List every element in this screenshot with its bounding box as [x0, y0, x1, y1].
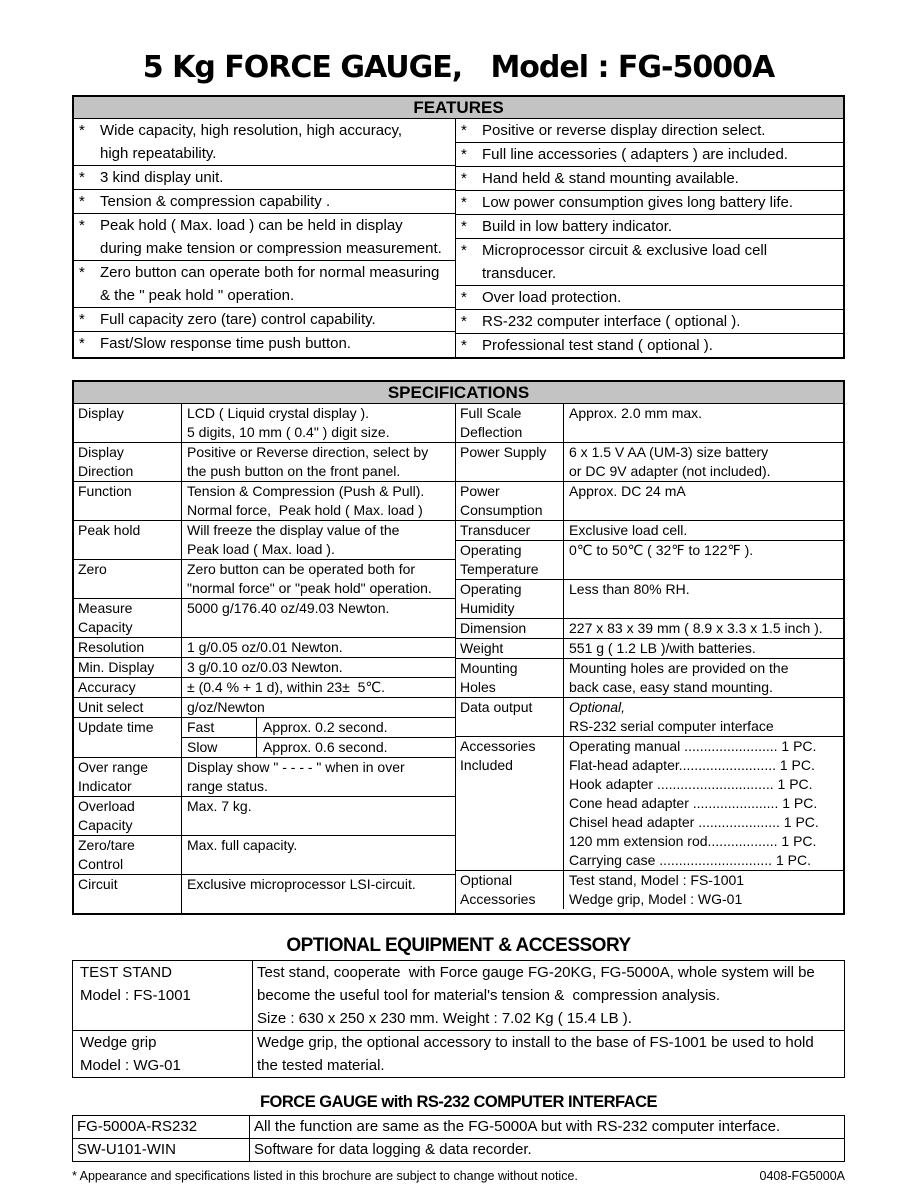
feature-text: 3 kind display unit. [100, 169, 224, 186]
feature-item [456, 334, 843, 357]
spec-label-line: Data output [460, 699, 533, 715]
spec-label [74, 698, 182, 717]
spec-value [564, 541, 843, 579]
spec-value [564, 871, 843, 909]
spec-value [564, 482, 843, 520]
spec-label [74, 758, 182, 796]
spec-label [456, 580, 564, 618]
spec-value-line: Operating manual ........................ 1 PC. [569, 738, 817, 754]
asterisk-bullet: * [461, 313, 467, 330]
spec-value-line: Mounting holes are provided on the [569, 660, 789, 676]
label-line: Model : FS-1001 [80, 987, 191, 1004]
feature-line [74, 237, 455, 260]
spec-value [182, 698, 455, 717]
rs232-row [73, 1139, 844, 1161]
feature-text: & the " peak hold " operation. [100, 287, 295, 304]
spec-label [74, 443, 182, 481]
spec-subrow-value: Approx. 0.2 second. [263, 719, 388, 735]
feature-item [74, 261, 455, 308]
spec-label-line: Deflection [460, 424, 523, 440]
asterisk-bullet [456, 262, 482, 285]
spec-row [456, 443, 843, 482]
spec-label [456, 871, 564, 909]
spec-value-line: 3 g/0.10 oz/0.03 Newton. [187, 659, 343, 675]
spec-label [74, 482, 182, 520]
feature-line [456, 119, 843, 142]
spec-label-line: Operating [460, 542, 522, 558]
asterisk-bullet: * [79, 193, 85, 210]
spec-label-line: Direction [78, 463, 134, 479]
spec-value-line: Wedge grip, Model : WG-01 [569, 891, 743, 907]
spec-row [74, 658, 455, 678]
spec-value-line: the push button on the front panel. [187, 463, 401, 479]
feature-line [456, 334, 843, 357]
spec-value-line: Approx. DC 24 mA [569, 483, 686, 499]
spec-row [74, 599, 455, 638]
asterisk-bullet: * [79, 122, 85, 139]
spec-value [564, 580, 843, 618]
spec-label-line: Transducer [460, 522, 531, 538]
spec-row [74, 638, 455, 658]
spec-value [182, 797, 455, 835]
spec-label-line: Circuit [78, 876, 118, 892]
spec-label [74, 875, 182, 913]
footer-doc-code: 0408-FG5000A [759, 1169, 845, 1183]
spec-value [182, 758, 455, 796]
spec-row [74, 482, 455, 521]
spec-value-line: Chisel head adapter ..................... 1 PC. [569, 814, 819, 830]
spec-value-line: "normal force" or "peak hold" operation. [187, 580, 432, 596]
spec-label-line: Overload [78, 798, 135, 814]
spec-label [456, 619, 564, 638]
spec-row [74, 678, 455, 698]
feature-text: Zero button can operate both for normal measuring [100, 264, 440, 281]
spec-value-line: Hook adapter .............................. 1 PC. [569, 776, 813, 792]
feature-text: high repeatability. [100, 145, 217, 162]
spec-row [74, 875, 455, 913]
spec-label-line: Consumption [460, 502, 543, 518]
spec-label [456, 639, 564, 658]
spec-label-line: Temperature [460, 561, 539, 577]
spec-value [564, 698, 843, 736]
spec-label-line: Weight [460, 640, 504, 656]
asterisk-bullet: * [461, 218, 467, 235]
spec-label-line: Zero/tare [78, 837, 135, 853]
specifications-column-left [74, 404, 455, 913]
spec-value [182, 638, 455, 657]
spec-row [456, 580, 843, 619]
asterisk-bullet: * [461, 170, 467, 187]
spec-value [182, 836, 455, 874]
spec-label-line: Display [78, 444, 124, 460]
spec-label [456, 482, 564, 520]
spec-label [74, 718, 182, 757]
spec-value-line: LCD ( Liquid crystal display ). [187, 405, 370, 421]
feature-item [456, 119, 843, 143]
spec-value-line: ± (0.4 % + 1 d), within 23± 5℃. [187, 679, 386, 695]
features-table [72, 95, 845, 359]
spec-value-line [187, 894, 455, 913]
spec-row [74, 404, 455, 443]
spec-value [564, 404, 843, 442]
spec-label-line: Display [78, 405, 124, 421]
spec-value-line: 0℃ to 50℃ ( 32℉ to 122℉ ). [569, 542, 754, 558]
spec-label [74, 560, 182, 598]
spec-value-line: Test stand, Model : FS-1001 [569, 872, 745, 888]
asterisk-bullet [74, 142, 100, 165]
feature-text: transducer. [482, 265, 557, 282]
feature-line [456, 262, 843, 285]
feature-item [456, 191, 843, 215]
optional-equipment-label [73, 1031, 253, 1077]
spec-value [182, 443, 455, 481]
feature-line [74, 166, 455, 189]
asterisk-bullet: * [79, 217, 85, 234]
spec-value-line: Less than 80% RH. [569, 581, 690, 597]
description-line: the tested material. [257, 1057, 385, 1074]
spec-label-line: Peak hold [78, 522, 141, 538]
rs232-model: FG-5000A-RS232 [73, 1116, 250, 1138]
label-line: Model : WG-01 [80, 1057, 181, 1074]
spec-value [182, 599, 455, 637]
spec-label [74, 678, 182, 697]
feature-text: RS-232 computer interface ( optional ). [482, 313, 741, 330]
feature-item [456, 310, 843, 334]
spec-value-line: or DC 9V adapter (not included). [569, 463, 771, 479]
spec-label-line: Mounting [460, 660, 518, 676]
optional-equipment-row [73, 1031, 844, 1077]
spec-row [74, 560, 455, 599]
spec-row [74, 758, 455, 797]
spec-label-line: Update time [78, 719, 154, 735]
asterisk-bullet: * [79, 169, 85, 186]
spec-row [74, 718, 455, 758]
spec-row [456, 659, 843, 698]
spec-label [456, 698, 564, 736]
spec-value-line: Normal force, Peak hold ( Max. load ) [187, 502, 423, 518]
description-line: Test stand, cooperate with Force gauge FG-20KG, FG-5000A, whole system will be [257, 964, 815, 981]
spec-value-line: Display show " - - - - " when in over [187, 759, 405, 775]
features-column-left [74, 119, 455, 357]
page-title: 5 Kg FORCE GAUGE, Model : FG-5000A [142, 50, 775, 85]
asterisk-bullet: * [461, 146, 467, 163]
feature-item [74, 166, 455, 190]
spec-value [182, 404, 455, 442]
spec-label [456, 443, 564, 481]
optional-equipment-row [73, 961, 844, 1031]
spec-row [74, 797, 455, 836]
optional-equipment-description [253, 1031, 844, 1077]
rs232-table [72, 1115, 845, 1162]
update-time-subtable [182, 718, 455, 757]
specifications-table [72, 380, 845, 915]
feature-line [74, 190, 455, 213]
spec-label [456, 737, 564, 870]
footer-note: * Appearance and specifications listed in this brochure are subject to change without notice. [72, 1169, 578, 1183]
spec-value-line: Optional, [569, 699, 626, 715]
spec-value [564, 619, 843, 638]
page-footer [72, 1169, 845, 1183]
feature-text: Over load protection. [482, 289, 622, 306]
spec-value-line: range status. [187, 778, 268, 794]
spec-value [182, 875, 455, 913]
feature-line [74, 308, 455, 331]
spec-label-line: Zero [78, 561, 107, 577]
spec-subrow-value: Approx. 0.6 second. [263, 739, 388, 755]
feature-item [456, 239, 843, 286]
spec-label-line: Over range [78, 759, 149, 775]
rs232-heading: FORCE GAUGE with RS-232 COMPUTER INTERFACE [259, 1093, 658, 1111]
spec-label [456, 541, 564, 579]
specifications-column-right [455, 404, 843, 913]
spec-value-line: Peak load ( Max. load ). [187, 541, 335, 557]
spec-row [74, 698, 455, 718]
feature-text: Low power consumption gives long battery life. [482, 194, 794, 211]
spec-row [456, 482, 843, 521]
spec-label-line: Power Supply [460, 444, 547, 460]
spec-label-line: Optional [460, 872, 513, 888]
feature-item [456, 167, 843, 191]
spec-row [456, 737, 843, 871]
feature-text: Peak hold ( Max. load ) can be held in display [100, 217, 403, 234]
spec-value-line: Will freeze the display value of the [187, 522, 400, 538]
description-line: become the useful tool for material's tension & compression analysis. [257, 987, 721, 1004]
spec-value [182, 658, 455, 677]
features-body [74, 119, 843, 357]
spec-value-line: 227 x 83 x 39 mm ( 8.9 x 3.3 x 1.5 inch ). [569, 620, 823, 636]
optional-equipment-label [73, 961, 253, 1030]
feature-text: during make tension or compression measurement. [100, 240, 442, 257]
description-line: Size : 630 x 250 x 230 mm. Weight : 7.02 Kg ( 15.4 LB ). [257, 1010, 632, 1027]
spec-row [74, 521, 455, 560]
spec-label-line: Resolution [78, 639, 145, 655]
feature-line [456, 143, 843, 166]
spec-label-line: Min. Display [78, 659, 155, 675]
spec-row [74, 443, 455, 482]
feature-line [74, 284, 455, 307]
spec-row [456, 541, 843, 580]
spec-row [456, 871, 843, 909]
spec-value-line: 5 digits, 10 mm ( 0.4" ) digit size. [187, 424, 390, 440]
spec-value [564, 521, 843, 540]
spec-value-line: 6 x 1.5 V AA (UM-3) size battery [569, 444, 769, 460]
spec-subrow-key: Fast [182, 718, 257, 737]
spec-row [456, 404, 843, 443]
spec-label-line: Holes [460, 679, 496, 695]
feature-item [74, 332, 455, 355]
spec-value [564, 659, 843, 697]
spec-label-line: Measure [78, 600, 133, 616]
spec-label [456, 659, 564, 697]
feature-text: Fast/Slow response time push button. [100, 335, 351, 352]
feature-line [456, 310, 843, 333]
spec-value [182, 521, 455, 559]
spec-label [74, 521, 182, 559]
spec-label-line: Power [460, 483, 500, 499]
optional-equipment-heading: OPTIONAL EQUIPMENT & ACCESSORY [286, 935, 631, 956]
spec-label-line: Full Scale [460, 405, 522, 421]
rs232-description: All the function are same as the FG-5000A but with RS-232 computer interface. [254, 1118, 781, 1135]
spec-value-line: Max. 7 kg. [187, 798, 252, 814]
asterisk-bullet [74, 284, 100, 307]
spec-label-line: Humidity [460, 600, 515, 616]
spec-value-line: Max. full capacity. [187, 837, 298, 853]
spec-row [456, 698, 843, 737]
feature-text: Tension & compression capability . [100, 193, 331, 210]
feature-text: Positive or reverse display direction select. [482, 122, 766, 139]
spec-label [74, 836, 182, 874]
feature-item [74, 308, 455, 332]
spec-row [456, 639, 843, 659]
spec-value-line: Tension & Compression (Push & Pull). [187, 483, 425, 499]
feature-text: Microprocessor circuit & exclusive load cell [482, 242, 768, 259]
spec-label-line: Accessories [460, 738, 536, 754]
spec-value [182, 678, 455, 697]
optional-equipment-description [253, 961, 844, 1030]
spec-value [564, 639, 843, 658]
feature-text: Wide capacity, high resolution, high accuracy, [100, 122, 403, 139]
spec-value-line: Flat-head adapter......................... 1 PC. [569, 757, 815, 773]
feature-text: Full capacity zero (tare) control capability. [100, 311, 376, 328]
spec-subrow-key: Slow [182, 738, 257, 757]
spec-value-line: Exclusive load cell. [569, 522, 688, 538]
specifications-body [74, 404, 843, 913]
label-line: TEST STAND [80, 964, 172, 981]
spec-value-line: g/oz/Newton [187, 699, 265, 715]
feature-text: Hand held & stand mounting available. [482, 170, 739, 187]
spec-value-line: 1 g/0.05 oz/0.01 Newton. [187, 639, 343, 655]
spec-value-line: Approx. 2.0 mm max. [569, 405, 703, 421]
label-line: Wedge grip [80, 1034, 157, 1051]
spec-row [456, 521, 843, 541]
spec-label-line: Operating [460, 581, 522, 597]
brochure-page [72, 0, 845, 1183]
spec-value-line: Positive or Reverse direction, select by [187, 444, 429, 460]
feature-item [74, 214, 455, 261]
feature-item [456, 286, 843, 310]
spec-value-line: 5000 g/176.40 oz/49.03 Newton. [187, 600, 390, 616]
features-column-right [455, 119, 843, 357]
spec-value [182, 482, 455, 520]
features-heading: FEATURES [74, 97, 843, 119]
asterisk-bullet: * [461, 337, 467, 354]
feature-item [456, 215, 843, 239]
spec-label-line: Included [460, 757, 513, 773]
feature-line [74, 332, 455, 355]
feature-line [74, 261, 455, 284]
feature-item [456, 143, 843, 167]
spec-subrow [182, 738, 455, 757]
feature-line [456, 191, 843, 214]
spec-label-line: Accessories [460, 891, 536, 907]
spec-value-line: 120 mm extension rod.................. 1 PC. [569, 833, 817, 849]
spec-value-line: Exclusive microprocessor LSI-circuit. [187, 876, 416, 892]
feature-item [74, 190, 455, 214]
spec-value-line: Cone head adapter ...................... 1 PC. [569, 795, 818, 811]
spec-subrow [182, 718, 455, 738]
feature-line [456, 215, 843, 238]
rs232-row [73, 1116, 844, 1139]
feature-line [74, 142, 455, 165]
spec-label [74, 638, 182, 657]
asterisk-bullet: * [461, 122, 467, 139]
spec-label [74, 797, 182, 835]
spec-label [74, 658, 182, 677]
spec-label-line: Capacity [78, 817, 133, 833]
description-line: Wedge grip, the optional accessory to install to the base of FS-1001 be used to hold [257, 1034, 814, 1051]
asterisk-bullet: * [79, 335, 85, 352]
feature-line [456, 167, 843, 190]
specifications-heading: SPECIFICATIONS [74, 382, 843, 404]
spec-value-line: back case, easy stand mounting. [569, 679, 773, 695]
spec-label-line: Dimension [460, 620, 527, 636]
asterisk-bullet: * [79, 264, 85, 281]
spec-label [74, 599, 182, 637]
spec-label-line: Unit select [78, 699, 144, 715]
spec-value [182, 560, 455, 598]
spec-label [456, 521, 564, 540]
rs232-model: SW-U101-WIN [73, 1139, 250, 1161]
feature-text: Full line accessories ( adapters ) are included. [482, 146, 788, 163]
asterisk-bullet: * [461, 242, 467, 259]
asterisk-bullet: * [461, 289, 467, 306]
spec-label-line: Control [78, 856, 124, 872]
spec-label-line: Indicator [78, 778, 132, 794]
feature-text: Professional test stand ( optional ). [482, 337, 713, 354]
asterisk-bullet [74, 237, 100, 260]
spec-value-line: 551 g ( 1.2 LB )/with batteries. [569, 640, 756, 656]
feature-line [456, 286, 843, 309]
feature-text: Build in low battery indicator. [482, 218, 673, 235]
rs232-description: Software for data logging & data recorder. [254, 1141, 532, 1158]
optional-equipment-table [72, 960, 845, 1078]
feature-item [74, 119, 455, 166]
feature-line [74, 119, 455, 142]
spec-value-line: RS-232 serial computer interface [569, 718, 774, 734]
spec-value [564, 443, 843, 481]
spec-label-line: Accuracy [78, 679, 136, 695]
asterisk-bullet: * [79, 311, 85, 328]
spec-label-line: Capacity [78, 619, 133, 635]
spec-label [74, 404, 182, 442]
asterisk-bullet: * [461, 194, 467, 211]
spec-row [456, 619, 843, 639]
spec-row [74, 836, 455, 875]
spec-value-line: Zero button can be operated both for [187, 561, 416, 577]
spec-label-line: Function [78, 483, 132, 499]
feature-line [74, 214, 455, 237]
spec-value [564, 737, 843, 870]
feature-line [456, 239, 843, 262]
spec-label [456, 404, 564, 442]
spec-value-line: Carrying case ............................. 1 PC. [569, 852, 811, 868]
